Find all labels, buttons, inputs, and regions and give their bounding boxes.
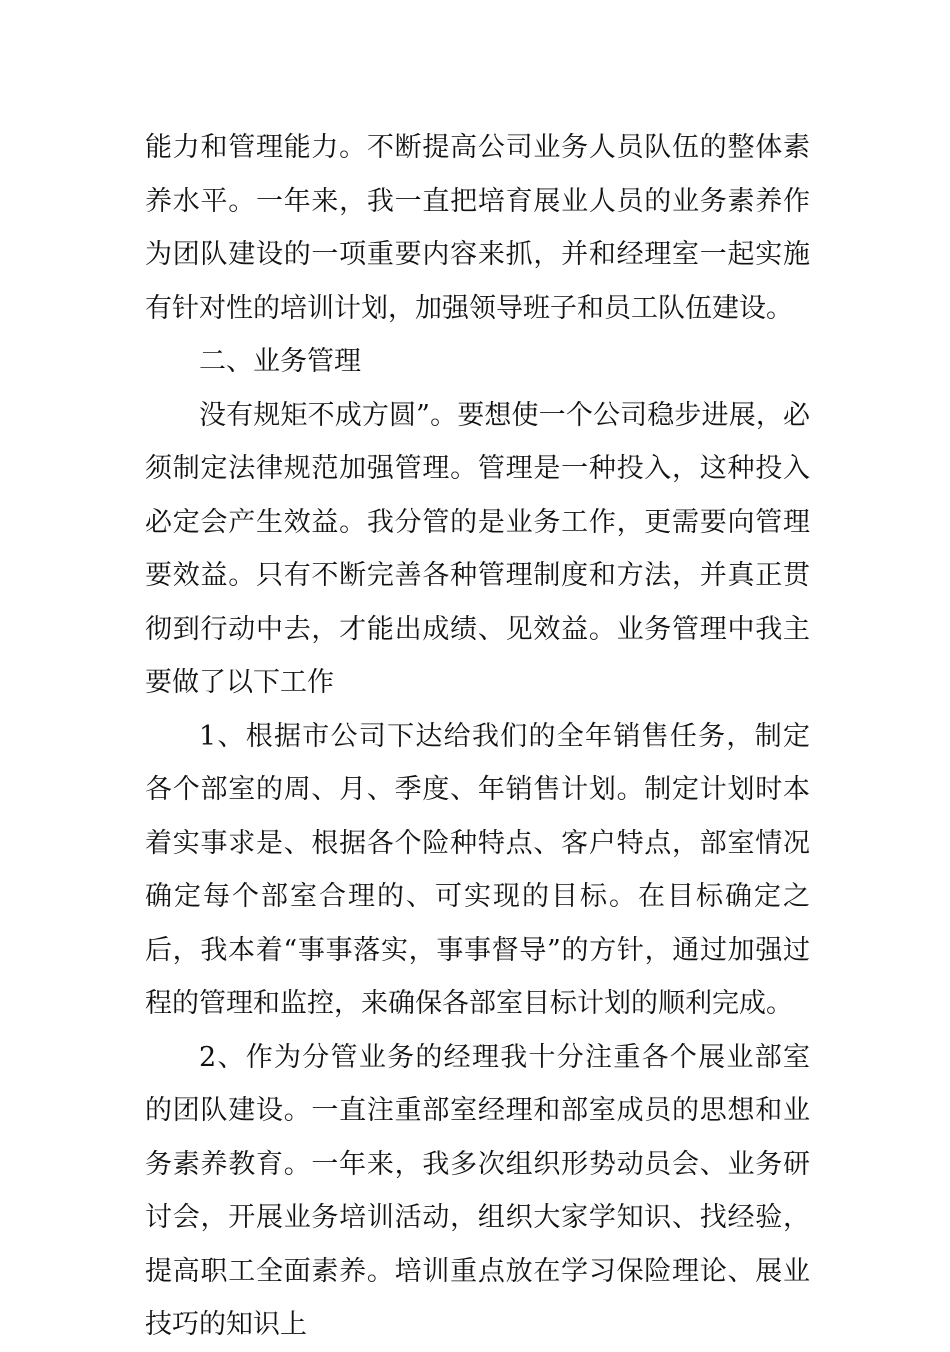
- document-page: [145, 121, 810, 1352]
- paragraph-item-1-sales-plan: 1、根据市公司下达给我们的全年销售任务，制定各个部室的周、月、季度、年销售计划。制定计划时本着实事求是、根据各个险种特点、客户特点，部室情况确定每个部室合理的、可实现的目标。在目标确定之后，我本着“事事落实，事事督导”的方针，通过加强过程的管理和监控，来确保各部室目标计划的顺利完成。: [145, 720, 810, 1019]
- paragraph-team-training: 能力和管理能力。不断提高公司业务人员队伍的整体素养水平。一年来，我一直把培育展业人员的业务素养作为团队建设的一项重要内容来抓，并和经理室一起实施有针对性的培训计划，加强领导班子和员工队伍建设。: [145, 132, 810, 324]
- paragraph-management-intro: 没有规矩不成方圆”。要想使一个公司稳步进展，必须制定法律规范加强管理。管理是一种投入，这种投入必定会产生效益。我分管的是业务工作，更需要向管理要效益。只有不断完善各种管理制度和方法，并真正贯彻到行动中去，才能出成绩、见效益。业务管理中我主要做了以下工作: [145, 399, 810, 698]
- paragraph-item-2-team-building: 2、作为分管业务的经理我十分注重各个展业部室的团队建设。一直注重部室经理和部室成员的思想和业务素养教育。一年来，我多次组织形势动员会、业务研讨会，开展业务培训活动，组织大家学知识、找经验，提高职工全面素养。培训重点放在学习保险理论、展业技巧的知识上: [145, 1041, 810, 1340]
- section-heading-business-management: 二、业务管理: [199, 346, 361, 377]
